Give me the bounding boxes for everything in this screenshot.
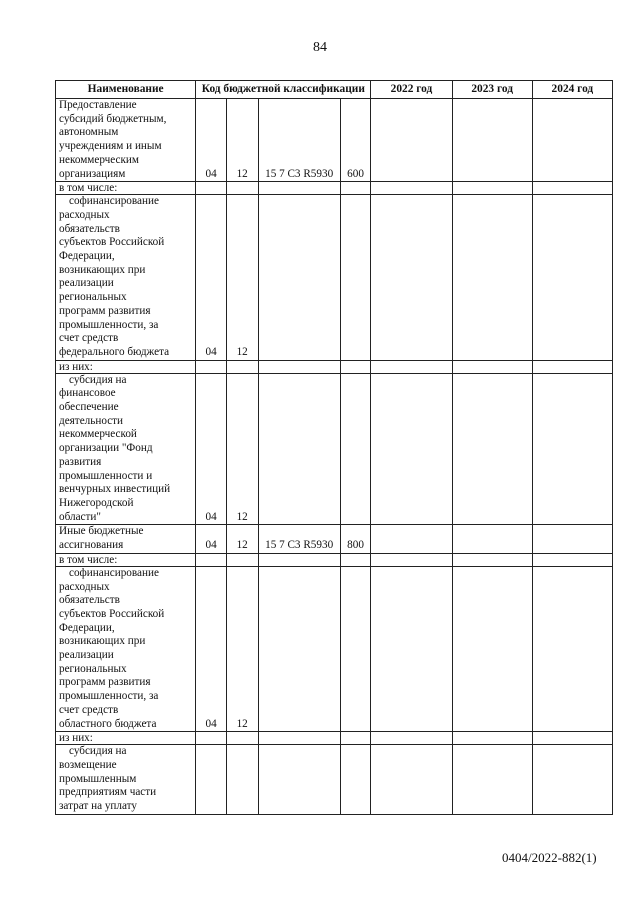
row-code-c4 [340,373,371,525]
row-amount-2024 [532,182,612,195]
row-name-text: в том числе: [59,182,118,195]
row-code-c2: 12 [226,99,258,182]
table-row [56,360,613,373]
row-amount-2024 [532,566,612,731]
row-code-c4 [340,566,371,731]
document-code: 0404/2022-882(1) [502,850,597,865]
table-row [56,373,613,525]
row-amount-2023 [452,99,532,182]
row-code-c4: 800 [340,525,371,553]
table-row [56,566,613,731]
row-amount-2023 [452,525,532,553]
header-2023: 2023 год [452,81,532,99]
row-code-c2: 12 [226,525,258,553]
row-amount-2023 [452,360,532,373]
table-row [56,525,613,553]
row-amount-2022 [371,525,452,553]
row-code-c3 [258,360,340,373]
row-code-c3 [258,373,340,525]
row-name [56,182,196,195]
row-code-c1 [196,553,227,566]
row-amount-2024 [532,360,612,373]
table-header-row [56,81,613,99]
row-name-text: софинансирование расходных обязательств субъектов Российской Федерации, возникающих при реализации региональных программ развития промышленности, за счет средств федерального бюджета [59,195,170,358]
row-code-c3 [258,732,340,745]
row-code-c4 [340,553,371,566]
table-row [56,99,613,182]
row-amount-2024 [532,553,612,566]
row-amount-2022 [371,182,452,195]
row-amount-2022 [371,195,452,360]
header-name: Наименование [56,81,196,99]
row-code-c1: 04 [196,99,227,182]
row-name [56,732,196,745]
row-code-c2: 12 [226,373,258,525]
row-amount-2022 [371,360,452,373]
row-code-c1: 04 [196,195,227,360]
row-amount-2024 [532,373,612,525]
row-name [56,525,196,553]
row-code-c2 [226,360,258,373]
budget-table [55,80,613,815]
row-code-c1 [196,732,227,745]
row-name [56,360,196,373]
table-row [56,745,613,815]
row-code-c2 [226,732,258,745]
row-amount-2024 [532,195,612,360]
table-row [56,195,613,360]
row-code-c2 [226,553,258,566]
row-name [56,195,196,360]
row-code-c1 [196,745,227,815]
row-code-c1 [196,360,227,373]
row-amount-2022 [371,553,452,566]
row-code-c3 [258,745,340,815]
row-name-text: Предоставление субсидий бюджетным, автономным учреждениям и иным некоммерческим организациям [59,99,167,180]
row-name-text: из них: [59,732,93,745]
table-row [56,182,613,195]
table-row [56,732,613,745]
row-code-c2: 12 [226,195,258,360]
row-amount-2022 [371,566,452,731]
row-name-text: в том числе: [59,553,118,566]
row-code-c3 [258,566,340,731]
row-code-c3 [258,182,340,195]
row-amount-2024 [532,525,612,553]
row-code-c3 [258,553,340,566]
row-code-c2: 12 [226,566,258,731]
row-amount-2022 [371,745,452,815]
header-2022: 2022 год [371,81,452,99]
row-amount-2023 [452,566,532,731]
row-code-c2 [226,745,258,815]
row-code-c4 [340,745,371,815]
row-name [56,99,196,182]
row-amount-2024 [532,745,612,815]
row-name [56,553,196,566]
row-amount-2023 [452,373,532,525]
row-amount-2023 [452,745,532,815]
header-budget-code: Код бюджетной классификации [196,81,371,99]
row-name-text: из них: [59,360,93,373]
row-code-c4 [340,732,371,745]
row-amount-2022 [371,99,452,182]
row-name [56,566,196,731]
row-code-c3: 15 7 C3 R5930 [258,525,340,553]
table-row [56,553,613,566]
row-name [56,373,196,525]
header-2024: 2024 год [532,81,612,99]
row-code-c4 [340,360,371,373]
row-amount-2023 [452,732,532,745]
row-name-text: субсидия на возмещение промышленным предприятиям части затрат на уплату [59,745,157,813]
row-name [56,745,196,815]
row-name-text: Иные бюджетные ассигнования [59,525,144,552]
page-number: 84 [313,40,327,55]
row-code-c4 [340,182,371,195]
row-amount-2023 [452,195,532,360]
row-amount-2023 [452,182,532,195]
row-amount-2024 [532,99,612,182]
row-amount-2024 [532,732,612,745]
row-amount-2022 [371,732,452,745]
row-code-c1: 04 [196,373,227,525]
row-name-text: софинансирование расходных обязательств субъектов Российской Федерации, возникающих при реализации региональных программ развития промышленности, за счет средств областного бюджета [59,566,165,730]
row-name-text: субсидия на финансовое обеспечение деятельности некоммерческой организации "Фонд развития промышленности и венчурных инвестиций Нижегородской области" [59,373,171,523]
row-amount-2022 [371,373,452,525]
row-code-c2 [226,182,258,195]
row-code-c3 [258,195,340,360]
row-code-c1: 04 [196,566,227,731]
row-amount-2023 [452,553,532,566]
row-code-c3: 15 7 C3 R5930 [258,99,340,182]
row-code-c1 [196,182,227,195]
row-code-c4: 600 [340,99,371,182]
row-code-c4 [340,195,371,360]
row-code-c1: 04 [196,525,227,553]
